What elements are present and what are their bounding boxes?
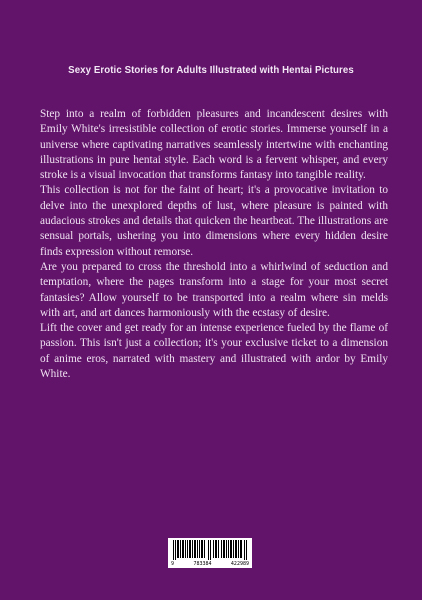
- blurb-paragraph-3: Are you prepared to cross the threshold into a whirlwind of seduction and temptation, where the pages transform into a stage for your most secret fantasies? Allow yourself to be transported into a realm where sin melds with art, and art dances harmoniously with the ecstasy of desire.: [40, 260, 388, 319]
- blurb-text: [40, 107, 388, 382]
- barcode-digits: [168, 561, 252, 567]
- cover-title: Sexy Erotic Stories for Adults Illustrated with Hentai Pictures: [68, 64, 354, 76]
- barcode-digit-prefix: 9: [171, 561, 175, 567]
- barcode-digits-left: 783384: [193, 561, 212, 567]
- blurb-paragraph-4: Lift the cover and get ready for an intense experience fueled by the flame of passion. This isn't just a collection; it's your exclusive ticket to a dimension of anime eros, narrated with mastery and illustrated with ardor by Emily White.: [40, 322, 388, 381]
- barcode-bars: [173, 540, 247, 560]
- blurb-paragraph-1: Step into a realm of forbidden pleasures and incandescent desires with Emily White's irresistible collection of erotic stories. Immerse yourself in a universe where captivating narratives seamlessly intertwine with enchanting illustrations in pure hentai style. Each word is a fervent whisper, and every stroke is a visual invocation that transforms fantasy into tangible reality.: [40, 108, 388, 182]
- blurb-paragraph-2: This collection is not for the faint of heart; it's a provocative invitation to delve into the unexplored depths of lust, where pleasure is painted with audacious strokes and details that quicken the heartbeat. The illustrations are sensual portals, ushering you into dimensions where every hidden desire finds expression without remorse.: [40, 184, 388, 258]
- barcode-digits-right: 422989: [230, 561, 249, 567]
- isbn-barcode: [168, 538, 252, 568]
